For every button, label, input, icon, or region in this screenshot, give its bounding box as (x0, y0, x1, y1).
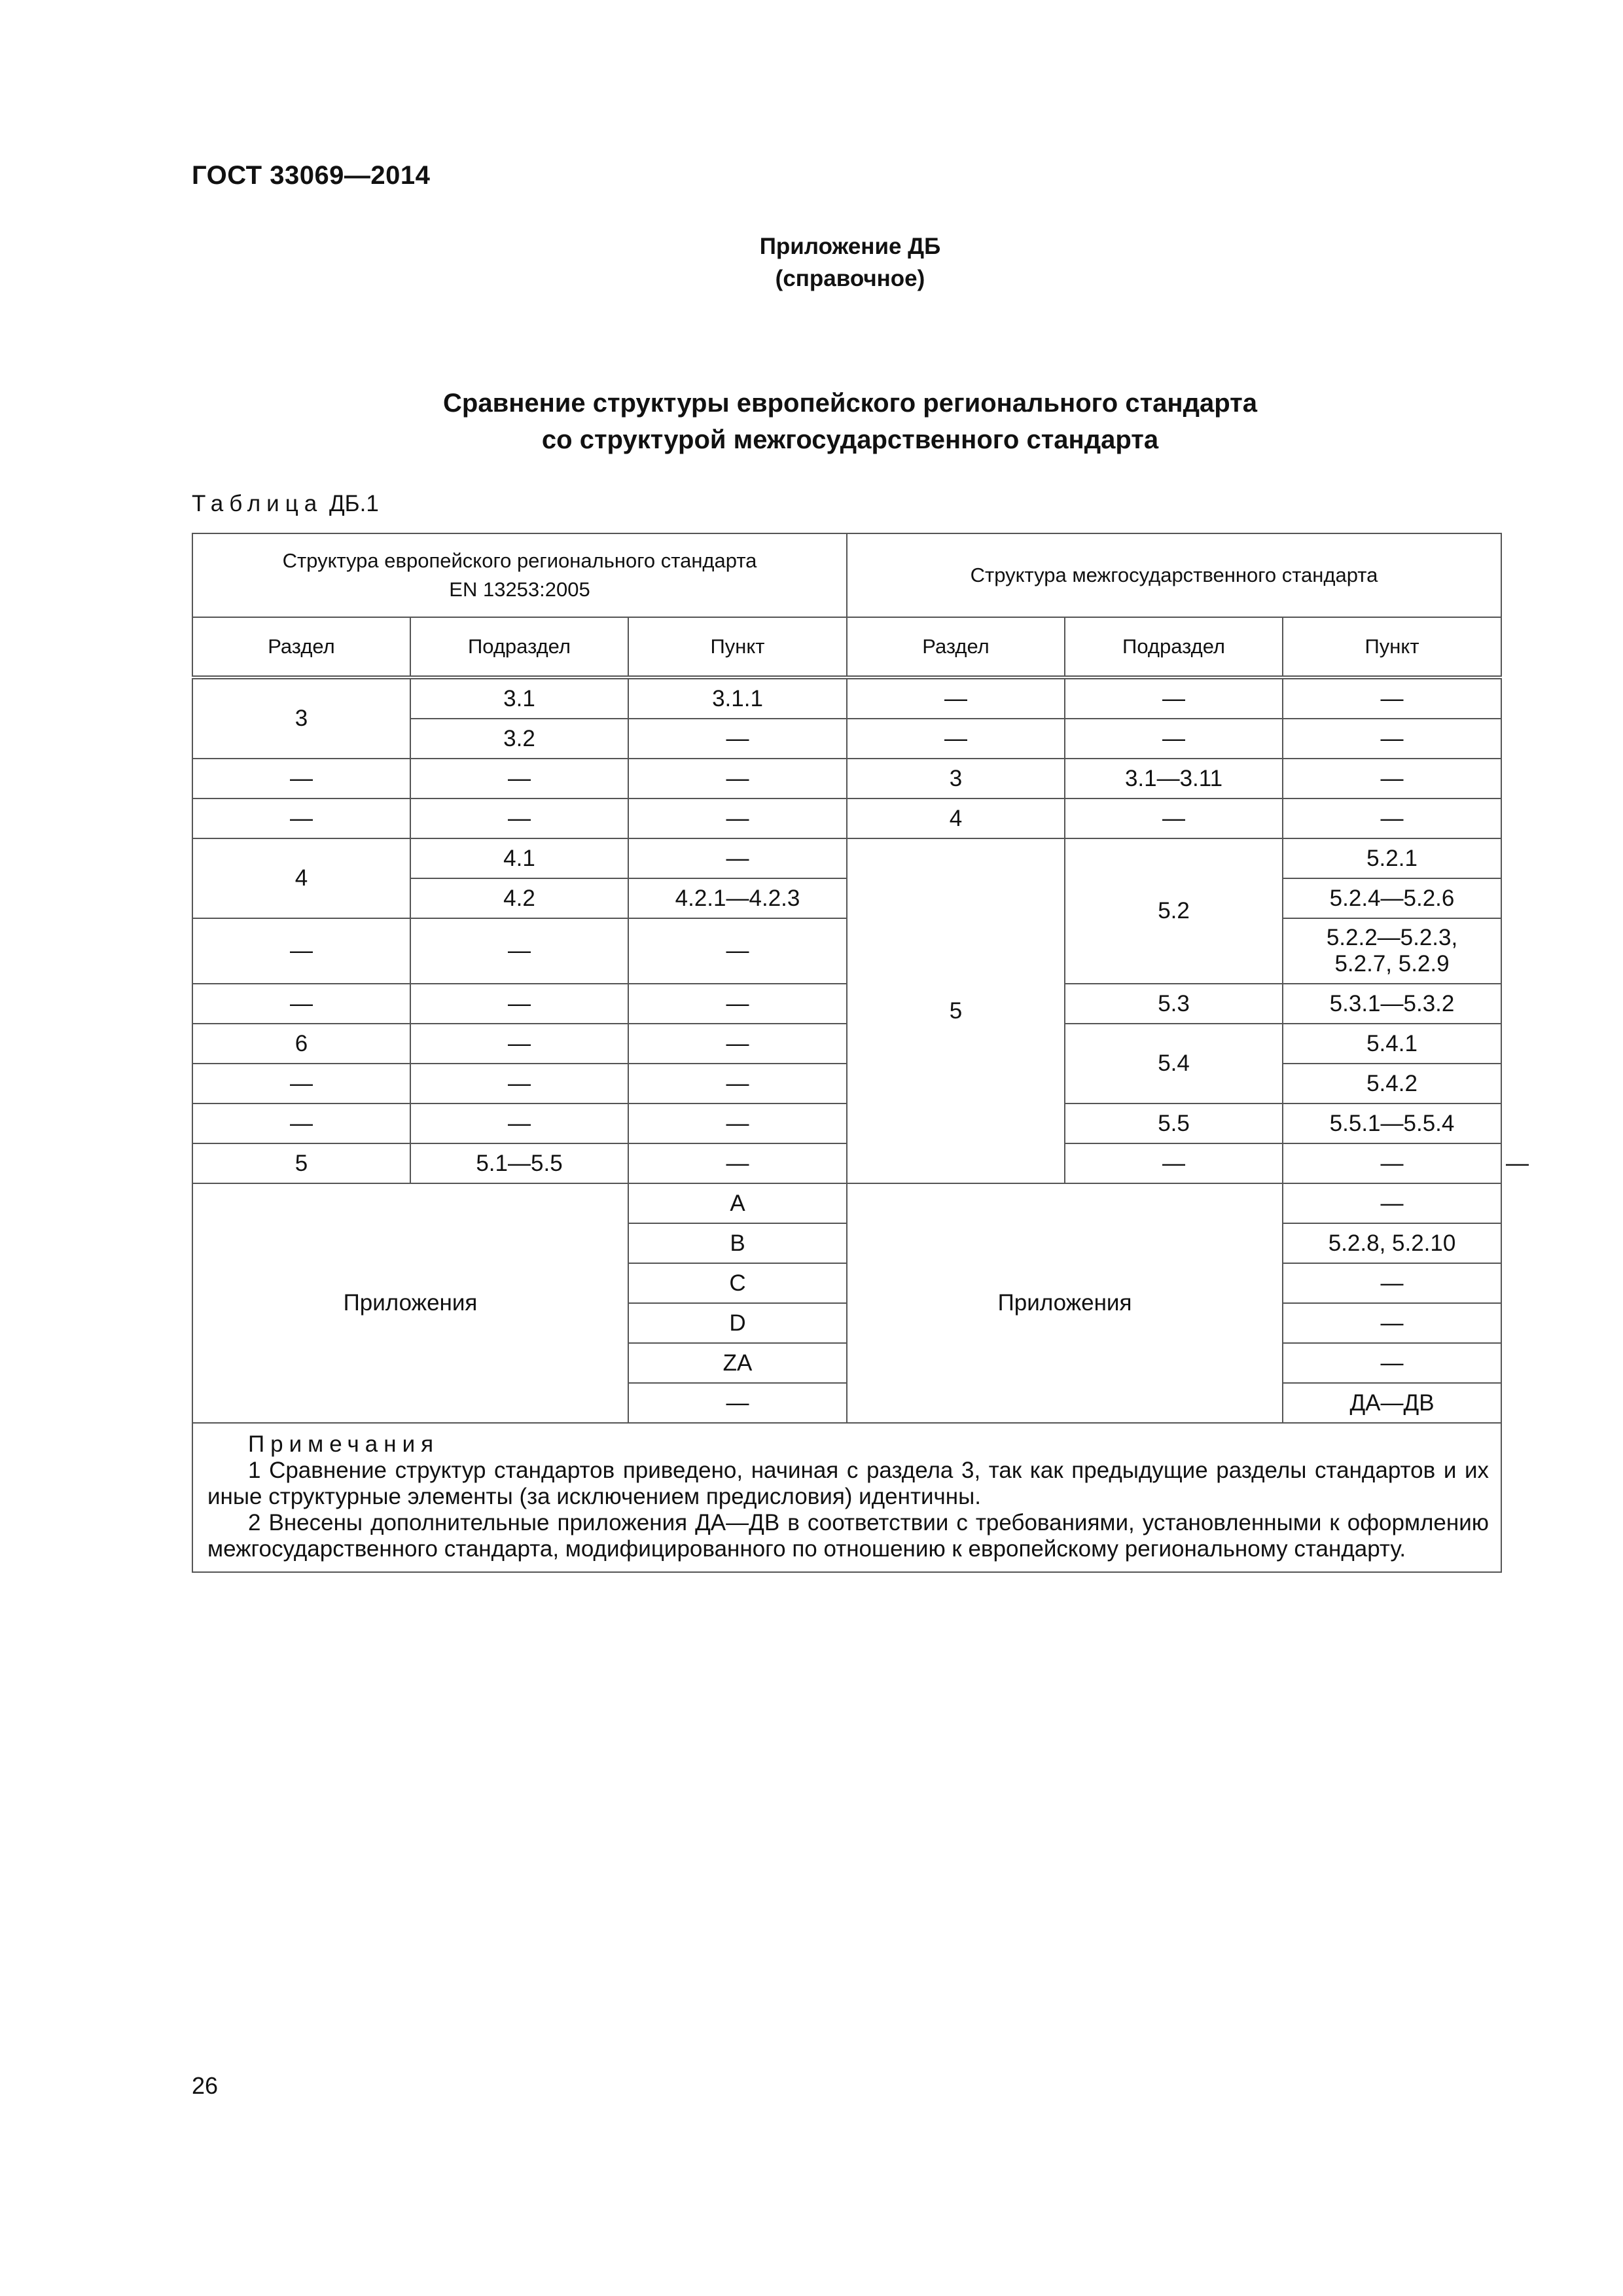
cell-line: 5.2.7, 5.2.9 (1334, 951, 1450, 977)
table-cell: 5.5.1—5.5.4 (1283, 1103, 1501, 1143)
table-row (192, 984, 1501, 1024)
table-cell: — (192, 984, 410, 1024)
table-cell: — (628, 759, 847, 798)
table-cell: 3.1—3.11 (1065, 759, 1283, 798)
table-cell: — (628, 719, 847, 759)
table-cell: 5.2 (1065, 838, 1283, 984)
table-cell: 4.2.1—4.2.3 (628, 878, 847, 918)
col-header-mgs-item: Пункт (1283, 617, 1501, 677)
table-row (192, 918, 1501, 984)
table-cell: 4.1 (410, 838, 628, 878)
table-cell: — (1283, 1183, 1501, 1223)
table-cell: 5 (192, 1143, 410, 1183)
appendix-name: Приложение ДБ (759, 234, 941, 259)
col-header-eu-item: Пункт (628, 617, 847, 677)
table-cell: — (410, 918, 628, 984)
table-cell: — (847, 719, 1065, 759)
table-cell: — (1283, 1303, 1501, 1343)
table-cell: — (1283, 759, 1501, 798)
col-header-eu-subsection: Подраздел (410, 617, 628, 677)
table-notes (192, 1423, 1501, 1572)
col-header-eu-section: Раздел (192, 617, 410, 677)
table-cell: — (1065, 798, 1283, 838)
table-column-header-row (192, 617, 1501, 677)
table-row (192, 1103, 1501, 1143)
table-cell: A (628, 1183, 847, 1223)
table-cell: — (628, 1064, 847, 1103)
col-header-mgs-subsection: Подраздел (1065, 617, 1283, 677)
table-cell: 4.2 (410, 878, 628, 918)
table-row (192, 798, 1501, 838)
table-cell: 4 (192, 838, 410, 918)
comparison-table (192, 533, 1529, 1573)
group-header-european-line2: EN 13253:2005 (449, 578, 590, 601)
table-cell: 5.2.4—5.2.6 (1283, 878, 1501, 918)
table-cell: — (410, 759, 628, 798)
group-header-european (192, 533, 847, 617)
table-cell: — (410, 984, 628, 1024)
table-cell: — (1283, 798, 1501, 838)
table-row-annex (192, 1183, 1501, 1223)
table-cell: 5.2.8, 5.2.10 (1283, 1223, 1501, 1263)
table-group-header-row (192, 533, 1501, 617)
table-cell: 5.4.2 (1283, 1064, 1501, 1103)
group-header-interstate: Структура межгосударственного стандарта (847, 533, 1501, 617)
table-cell: 5.3 (1065, 984, 1283, 1024)
table-row: 5 5.1—5.5 — — — — (192, 1143, 1501, 1183)
table-cell: ДА—ДВ (1283, 1383, 1501, 1423)
table-cell: — (628, 1383, 847, 1423)
table-cell: 6 (192, 1024, 410, 1064)
table-cell: — (192, 1103, 410, 1143)
table-cell: — (192, 759, 410, 798)
table-cell: 5.2.1 (1283, 838, 1501, 878)
table-cell: B (628, 1223, 847, 1263)
table-cell: 5.1—5.5 (410, 1143, 628, 1183)
appendix-kind: (справочное) (775, 266, 925, 291)
col-header-mgs-section: Раздел (847, 617, 1065, 677)
table-cell: — (628, 984, 847, 1024)
table-cell: 5.4 (1065, 1024, 1283, 1103)
table-cell: — (192, 1064, 410, 1103)
table-cell: — (410, 798, 628, 838)
table-notes-row (192, 1423, 1501, 1572)
table-cell: — (1283, 1343, 1501, 1383)
table-row (192, 1024, 1501, 1064)
table-cell: C (628, 1263, 847, 1303)
table-caption-word: Таблица (192, 491, 323, 516)
table-cell: — (1283, 677, 1501, 719)
table-cell: 3.2 (410, 719, 628, 759)
document-title (0, 385, 1623, 458)
table-cell: — (192, 798, 410, 838)
table-cell: D (628, 1303, 847, 1343)
table-cell: 5.3.1—5.3.2 (1283, 984, 1501, 1024)
table-cell: — (410, 1064, 628, 1103)
table-cell: 4 (847, 798, 1065, 838)
table-cell: — (1283, 1263, 1501, 1303)
table-cell: — (1283, 719, 1501, 759)
annexes-label-european: Приложения (192, 1183, 628, 1423)
table-cell: — (1065, 1143, 1283, 1183)
appendix-heading (0, 230, 1623, 295)
table-cell: — (1283, 1143, 1501, 1183)
table-cell: 5.5 (1065, 1103, 1283, 1143)
note-1: 1 Сравнение структур стандартов приведено, начиная с раздела 3, так как предыдущие разделы стандартов и их иные структурные элементы (за исключением предисловия) идентичны. (207, 1458, 1489, 1509)
table-row (192, 677, 1501, 719)
table-cell: — (628, 1103, 847, 1143)
title-line-2: со структурой межгосударственного стандарта (541, 425, 1159, 454)
table-caption-number: ДБ.1 (329, 491, 379, 516)
table-cell: — (847, 677, 1065, 719)
table-cell: — (628, 838, 847, 878)
annexes-label-interstate: Приложения (847, 1183, 1283, 1423)
table-caption (192, 491, 379, 517)
table-cell (1283, 918, 1501, 984)
document-header: ГОСТ 33069—2014 (192, 161, 431, 190)
table-cell: — (628, 798, 847, 838)
note-2: 2 Внесены дополнительные приложения ДА—ДВ в соответствии с требованиями, установленными к оформлению межгосударственного стандарта, модифицированного по отношению к европейскому региональному стандарту. (207, 1510, 1489, 1562)
table-cell: 3.1 (410, 677, 628, 719)
table-cell: — (192, 918, 410, 984)
table-cell: — (628, 918, 847, 984)
table-cell: 3 (192, 677, 410, 759)
table-row (192, 759, 1501, 798)
table-row (192, 1064, 1501, 1103)
title-line-1: Сравнение структуры европейского регионального стандарта (443, 389, 1257, 418)
page-number: 26 (192, 2072, 219, 2099)
table-cell: 5.4.1 (1283, 1024, 1501, 1064)
table-row (192, 838, 1501, 878)
table-cell: — (410, 1103, 628, 1143)
table-cell: 3.1.1 (628, 677, 847, 719)
table-cell: 5 (847, 838, 1065, 1183)
table-cell: — (1065, 677, 1283, 719)
table-cell: — (410, 1024, 628, 1064)
table-cell: — (628, 1143, 847, 1183)
table-cell: ZA (628, 1343, 847, 1383)
table-cell: 3 (847, 759, 1065, 798)
table-cell: — (1065, 719, 1283, 759)
group-header-european-line1: Структура европейского регионального стандарта (282, 549, 757, 572)
table-cell: — (628, 1024, 847, 1064)
cell-line: 5.2.2—5.2.3, (1326, 925, 1458, 950)
notes-heading: Примечания (248, 1431, 440, 1457)
